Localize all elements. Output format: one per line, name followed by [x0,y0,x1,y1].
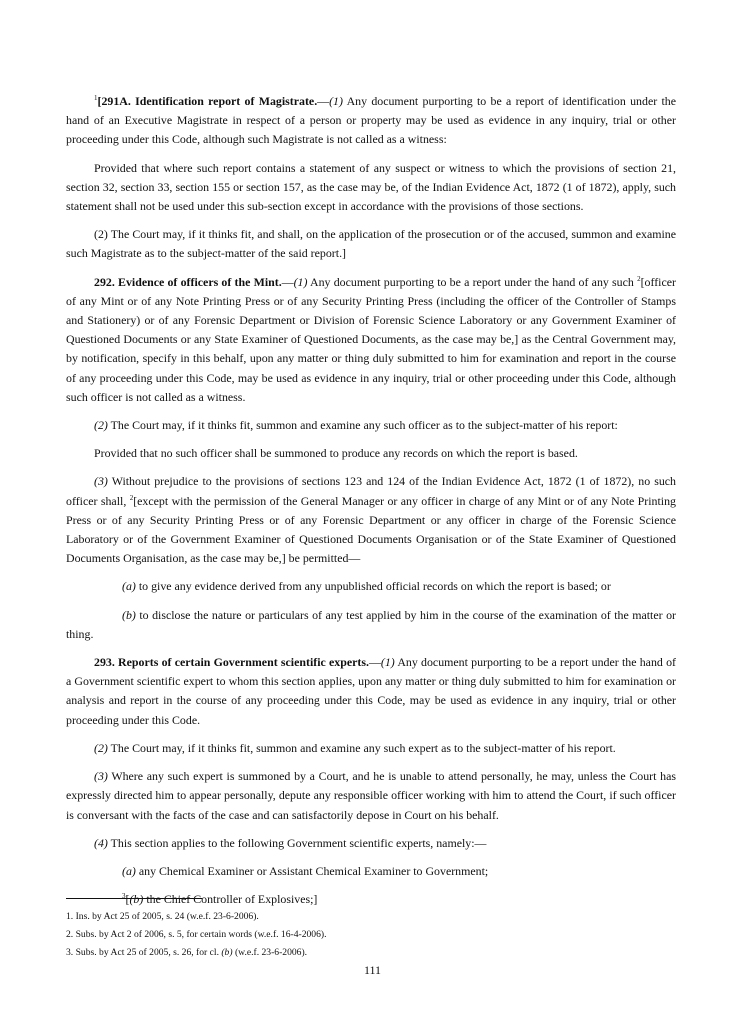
subsection-number: (2) [94,740,108,755]
footnote-2: 2. Subs. by Act 2 of 2006, s. 5, for certain words (w.e.f. 16-4-2006). [66,929,327,940]
section-292-subsection-3: (3) Without prejudice to the provisions of sections 123 and 124 of the Indian Evidence Act, 1872 (1 of 1872), no such officer shall, $^2$[except with the permission of the General Manager or any officer in charge of any Mint or of any Note Printing Press or of any Security Printing Press or of any Forensic Department or any officer in charge of the Forensic Science Laboratory or of the Government Examiner of Questioned Documents Organisation or of the State Examiner of Questioned Documents Organisation, as the case may be,] be permitted— [66,474,676,566]
section-292-proviso: Provided that no such officer shall be summoned to produce any records on which the report is based. [94,446,578,461]
footnote-3: 3. Subs. by Act 25 of 2005, s. 26, for cl. (b) (w.e.f. 23-6-2006). [66,947,308,958]
section-292-clause-b: (b) to disclose the nature or particulars of any test applied by him in the course of the examination of the matter or thing. [66,607,676,641]
clause-number: (a) [122,579,136,594]
section-293-subsection-2: (2) The Court may, if it thinks fit, summon and examine any such expert as to the subject-matter of his report. [94,740,616,755]
subsection-number: (1) [380,655,395,670]
page-number: 111 [363,963,382,977]
section-293-subsection-4: (4) This section applies to the following Government scientific experts, namely:— [94,835,487,850]
subsection-number: (1) [293,274,308,289]
clause-number: (b) [129,892,144,907]
section-291A-proviso: Provided that where such report contains a statement of any suspect or witness to which the provisions of section 21, section 32, section 33, section 155 or section 157, as the case may be, of the Indian Evidence Act, 1872 (1 of 1872), apply, such statement shall not be used under this sub-section except in accordance with the provisions of those sections. [66,160,676,214]
footnote-ref[interactable]: 2 [129,493,134,502]
clause-number: (b) [122,607,136,622]
subsection-number: (3) [94,769,108,784]
subsection-number: (1) [329,94,343,108]
page-body [66,92,676,918]
section-291A-para-1: $^1$[291A. Identification report of Magistrate.—(1) Any document purporting to be a report of identification under the hand of an Executive Magistrate in respect of a person or property may be used as evidence in any inquiry, trial or other proceeding under this Code, although such Magistrate is not called as a witness: [66,94,676,147]
section-293-subsection-3: (3) Where any such expert is summoned by a Court, and he is unable to attend personally, he may, unless the Court has expressly directed him to appear personally, depute any responsible officer working with him to attend the Court, if such officer is conversant with the facts of the case and can satisfactorily depose in Court on his behalf. [66,769,676,822]
footnote-ref[interactable]: 3 [122,892,126,901]
footnote-divider [66,898,202,899]
section-293-para-1: 293. Reports of certain Government scientific experts.—(1) Any document purporting to be a report under the hand of a Government scientific expert to whom this section applies, upon any matter or thing duly submitted to him for examination or analysis and report in the course of any proceeding under this Code, may be used as evidence in any inquiry, trial or other proceeding under this Code. [66,655,676,727]
section-291A-subsection-2: (2) The Court may, if it thinks fit, and shall, on the application of the prosecution or of the accused, summon and examine such Magistrate as to the subject-matter of the said report.] [66,227,676,261]
footnote-ref[interactable]: 2 [637,274,641,283]
subsection-number: (2) [94,418,108,433]
subsection-number: (3) [94,474,108,489]
clause-number: (a) [122,863,136,878]
footnote-ref[interactable]: 1 [94,94,98,103]
section-292-clause-a: (a) to give any evidence derived from any unpublished official records on which the report is based; or [122,579,611,594]
section-text: Any document purporting to be a report of identification under the hand of an Executive Magistrate in respect of a person or property may be used as evidence in any inquiry, trial or other proceeding under this Code, although such Magistrate is not called as a witness: [66,94,676,147]
section-heading: 293. Reports of certain Government scientific experts. [94,655,369,670]
section-293-clause-b: $^3$[(b) the Chief Controller of Explosives;] [122,892,318,907]
footnote-1: 1. Ins. by Act 25 of 2005, s. 24 (w.e.f. 23-6-2006). [66,911,259,922]
section-heading: 292. Evidence of officers of the Mint. [94,274,282,289]
section-292-para-1: 292. Evidence of officers of the Mint.—(1) Any document purporting to be a report under the hand of any such $^2$[officer of any Mint or of any Note Printing Press or of any Security Printing Press (including the officer of the Controller of Stamps and Stationery) or of any Forensic Department or Division of Forensic Science Laboratory or any Government Examiner of Questioned Documents or any State Examiner of Questioned Documents, as the case may be,] as the Central Government may, by notification, specify in this behalf, upon any matter or thing duly submitted to him for examination and report in the course of any proceeding under this Code, may be used as evidence in any inquiry, trial or other proceeding under this Code, although such officer is not called as a witness. [66,274,676,404]
section-292-subsection-2: (2) The Court may, if it thinks fit, summon and examine any such officer as to the subject-matter of his report: [94,418,618,433]
subsection-number: (4) [94,835,108,850]
section-293-clause-a: (a) any Chemical Examiner or Assistant Chemical Examiner to Government; [122,863,489,878]
section-heading: [291A. Identification report of Magistrate. [97,94,318,108]
